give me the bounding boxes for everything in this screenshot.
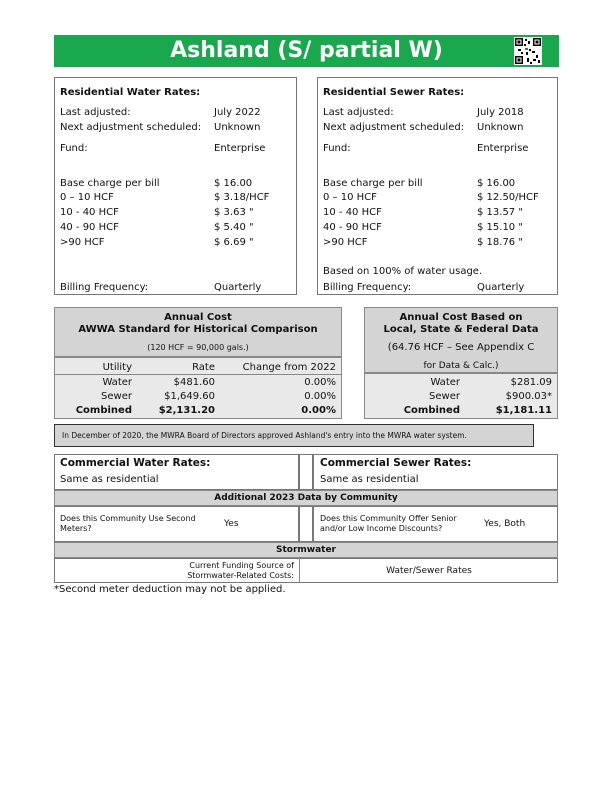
water-fund-value: Enterprise bbox=[214, 143, 266, 154]
water-rate-label: 10 - 40 HCF bbox=[60, 207, 119, 218]
local-cost-basis: (64.76 HCF – See Appendix C bbox=[387, 342, 535, 353]
discounts-question: Does this Community Offer Senior bbox=[320, 514, 457, 523]
second-meters-answer: Yes bbox=[224, 519, 239, 529]
sewer-rate-label: 10 - 40 HCF bbox=[323, 207, 382, 218]
stormwater-title: Stormwater bbox=[275, 545, 337, 555]
additional-data-title: Additional 2023 Data by Community bbox=[214, 493, 398, 503]
local-cost-appendix: for Data & Calc.) bbox=[423, 361, 499, 371]
col-rate-header: Rate bbox=[192, 362, 215, 373]
sewer-next-value: Unknown bbox=[477, 122, 524, 133]
annual-row-utility: Sewer bbox=[101, 391, 132, 402]
water-rate-value: $ 5.40 " bbox=[214, 222, 254, 233]
annual-row-rate: $2,131.20 bbox=[158, 405, 215, 416]
sewer-rate-label: 40 - 90 HCF bbox=[323, 222, 382, 233]
sewer-billing-label: Billing Frequency: bbox=[323, 282, 412, 293]
stormwater-funding-value: Water/Sewer Rates bbox=[386, 566, 472, 576]
second-meters-question-cont: Meters? bbox=[60, 524, 92, 533]
annual-row-change: 0.00% bbox=[304, 377, 336, 388]
sewer-rate-value: $ 16.00 bbox=[477, 178, 516, 189]
water-fund-label: Fund: bbox=[60, 143, 88, 154]
sewer-usage-note: Based on 100% of water usage. bbox=[323, 266, 483, 277]
sewer-rate-value: $ 12.50/HCF bbox=[477, 192, 539, 203]
stormwater-funding-label: Current Funding Source of bbox=[189, 561, 294, 570]
sewer-next-label: Next adjustment scheduled: bbox=[323, 122, 465, 133]
water-rate-value: $ 6.69 " bbox=[214, 237, 254, 248]
water-billing-label: Billing Frequency: bbox=[60, 282, 149, 293]
annual-cost-basis: (120 HCF = 90,000 gals.) bbox=[147, 343, 249, 352]
local-row-utility: Water bbox=[430, 377, 460, 388]
qr-code-icon bbox=[514, 37, 542, 65]
local-cost-subtitle: Local, State & Federal Data bbox=[383, 324, 539, 335]
annual-row-rate: $1,649.60 bbox=[164, 391, 215, 402]
sewer-rate-value: $ 15.10 " bbox=[477, 222, 523, 233]
sewer-rate-label: >90 HCF bbox=[323, 237, 368, 248]
sewer-fund-label: Fund: bbox=[323, 143, 351, 154]
col-utility-header: Utility bbox=[102, 362, 132, 373]
stormwater-funding-label-cont: Stormwater-Related Costs: bbox=[187, 571, 294, 580]
water-rate-label: Base charge per bill bbox=[60, 178, 160, 189]
commercial-spacer bbox=[299, 454, 313, 490]
sewer-last-adjusted-label: Last adjusted: bbox=[323, 107, 394, 118]
additional-spacer bbox=[299, 506, 313, 542]
sewer-rate-label: 0 – 10 HCF bbox=[323, 192, 377, 203]
discounts-answer: Yes, Both bbox=[484, 519, 526, 529]
second-meters-question: Does this Community Use Second bbox=[60, 514, 196, 523]
water-next-label: Next adjustment scheduled: bbox=[60, 122, 202, 133]
water-last-adjusted-value: July 2022 bbox=[214, 107, 261, 118]
water-rate-label: 0 – 10 HCF bbox=[60, 192, 114, 203]
annual-row-change: 0.00% bbox=[301, 405, 336, 416]
sewer-billing-value: Quarterly bbox=[477, 282, 525, 293]
water-rate-label: 40 - 90 HCF bbox=[60, 222, 119, 233]
annual-cost-title: Annual Cost bbox=[164, 312, 232, 323]
sewer-rate-value: $ 18.76 " bbox=[477, 237, 523, 248]
commercial-sewer-title: Commercial Sewer Rates: bbox=[320, 457, 472, 469]
sewer-fund-value: Enterprise bbox=[477, 143, 529, 154]
water-last-adjusted-label: Last adjusted: bbox=[60, 107, 131, 118]
annual-row-rate: $481.60 bbox=[173, 377, 215, 388]
sewer-rates-title: Residential Sewer Rates: bbox=[323, 87, 465, 98]
local-row-value: $1,181.11 bbox=[495, 405, 552, 416]
commercial-sewer-value: Same as residential bbox=[320, 474, 419, 485]
water-next-value: Unknown bbox=[214, 122, 261, 133]
annual-row-utility: Combined bbox=[75, 405, 132, 416]
local-cost-title: Annual Cost Based on bbox=[399, 312, 523, 323]
water-rate-value: $ 16.00 bbox=[214, 178, 253, 189]
water-rates-title: Residential Water Rates: bbox=[60, 87, 201, 98]
sewer-rate-value: $ 13.57 " bbox=[477, 207, 523, 218]
water-billing-value: Quarterly bbox=[214, 282, 262, 293]
discounts-question-cont: and/or Low Income Discounts? bbox=[320, 524, 443, 533]
mwra-notice-text: In December of 2020, the MWRA Board of Directors approved Ashland's entry into the MWRA water system. bbox=[62, 431, 467, 440]
commercial-water-value: Same as residential bbox=[60, 474, 159, 485]
col-change-header: Change from 2022 bbox=[242, 362, 336, 373]
water-rate-value: $ 3.63 " bbox=[214, 207, 254, 218]
annual-cost-subtitle: AWWA Standard for Historical Comparison bbox=[78, 324, 318, 335]
local-row-value: $281.09 bbox=[510, 377, 552, 388]
local-row-utility: Combined bbox=[403, 405, 460, 416]
annual-row-utility: Water bbox=[102, 377, 132, 388]
footnote: *Second meter deduction may not be applied. bbox=[54, 584, 286, 595]
local-row-utility: Sewer bbox=[429, 391, 460, 402]
local-row-value: $900.03* bbox=[505, 391, 552, 402]
sewer-last-adjusted-value: July 2018 bbox=[477, 107, 524, 118]
sewer-rate-label: Base charge per bill bbox=[323, 178, 423, 189]
table-divider bbox=[54, 374, 342, 375]
annual-row-change: 0.00% bbox=[304, 391, 336, 402]
page-title: Ashland (S/ partial W) bbox=[170, 38, 443, 63]
water-rate-label: >90 HCF bbox=[60, 237, 105, 248]
commercial-water-title: Commercial Water Rates: bbox=[60, 457, 211, 469]
water-rate-value: $ 3.18/HCF bbox=[214, 192, 270, 203]
